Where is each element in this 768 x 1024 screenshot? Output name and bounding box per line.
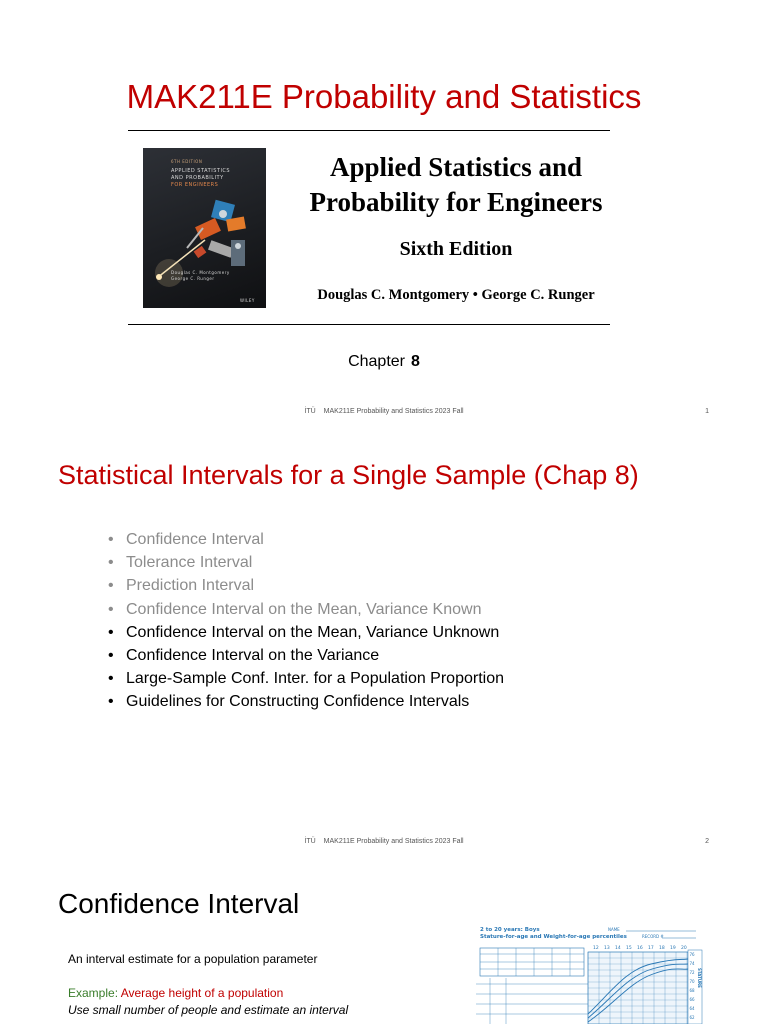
book-authors: Douglas C. Montgomery • George C. Runger: [317, 287, 595, 303]
chart-name-label: NAME: [608, 927, 620, 932]
slide-footer: [0, 838, 768, 845]
chart-right-tick: 74: [689, 961, 695, 966]
book-title: [282, 150, 630, 220]
chapter-number: 8: [411, 353, 420, 370]
cover-author: Douglas C. Montgomery: [171, 270, 230, 275]
slide-2: [0, 430, 768, 860]
chart-age-ticks: [593, 945, 687, 951]
book-cover-image: [143, 148, 266, 308]
chart-age-tick: 14: [615, 946, 621, 951]
slide-1: [0, 0, 768, 430]
example-note: Use small number of people and estimate an interval: [68, 1003, 349, 1017]
topic-list-item: • Confidence Interval on the Mean, Variance Unknown: [108, 621, 504, 644]
example-text: Average height of a population: [120, 986, 284, 1000]
topic-list-item: • Tolerance Interval: [108, 551, 504, 574]
chart-heading: 2 to 20 years: Boys: [480, 927, 540, 933]
chart-age-tick: 16: [637, 946, 643, 951]
topic-list-item: • Confidence Interval on the Mean, Variance Known: [108, 598, 504, 621]
chart-right-tick: 68: [689, 988, 695, 993]
topic-list-item: • Guidelines for Constructing Confidence Intervals: [108, 690, 504, 713]
footer-institution: İTÜ: [304, 408, 316, 415]
cover-title-line: AND PROBABILITY: [171, 175, 224, 181]
chart-side-label: STATURE: [697, 968, 702, 988]
chart-right-tick: 76: [689, 952, 695, 957]
topic-list: [108, 528, 504, 714]
chart-right-tick: 72: [689, 970, 695, 975]
footer-course: MAK211E Probability and Statistics 2023 Fall: [323, 838, 464, 845]
chart-right-tick: 70: [689, 979, 695, 984]
example-line: Example: Average height of a population: [68, 986, 284, 1000]
example-label: Example: [68, 986, 115, 1000]
chart-age-tick: 18: [659, 946, 665, 951]
chart-subheading: Stature-for-age and Weight-for-age percentiles: [480, 934, 627, 940]
footer-course: MAK211E Probability and Statistics 2023 Fall: [323, 408, 464, 415]
divider-top: [128, 130, 610, 131]
cover-title-line: FOR ENGINEERS: [171, 182, 219, 188]
chart-age-tick: 12: [593, 946, 599, 951]
cover-title-line: APPLIED STATISTICS: [171, 168, 231, 174]
chart-age-tick: 19: [670, 946, 676, 951]
slide-title: Confidence Interval: [58, 888, 300, 919]
growth-chart-graphic: [476, 922, 704, 1024]
cover-publisher: WILEY: [240, 298, 255, 303]
book-title-line: Probability for Engineers: [309, 187, 603, 217]
slide-title: Statistical Intervals for a Single Sample (Chap 8): [58, 460, 639, 490]
book-edition: Sixth Edition: [399, 238, 513, 260]
cover-edition: 6TH EDITION: [171, 159, 203, 164]
definition-text: An interval estimate for a population parameter: [68, 952, 318, 966]
slide-3: [0, 860, 768, 1024]
topic-list-item: • Large-Sample Conf. Inter. for a Population Proportion: [108, 667, 504, 690]
page-number: 2: [705, 838, 709, 845]
slide-title: MAK211E Probability and Statistics: [126, 78, 642, 115]
topic-list-item: • Prediction Interval: [108, 574, 504, 597]
book-title-line: Applied Statistics and: [329, 152, 583, 182]
topic-list-item: • Confidence Interval: [108, 528, 504, 551]
chapter-text: Chapter: [348, 353, 405, 370]
chart-age-tick: 17: [648, 946, 654, 951]
slide-footer: [0, 408, 768, 415]
chart-age-tick: 20: [681, 946, 687, 951]
chart-right-tick: 62: [689, 1015, 695, 1020]
footer-institution: İTÜ: [304, 838, 316, 845]
cover-author: George C. Runger: [171, 276, 215, 281]
topic-list-item: • Confidence Interval on the Variance: [108, 644, 504, 667]
chart-right-tick: 66: [689, 997, 695, 1002]
chart-age-tick: 13: [604, 946, 610, 951]
chart-right-tick: 64: [689, 1006, 695, 1011]
chart-age-tick: 15: [626, 946, 632, 951]
divider-bottom: [128, 324, 610, 325]
growth-chart-image: [476, 922, 704, 1024]
page-number: 1: [705, 408, 709, 415]
chapter-label: [0, 353, 768, 371]
chart-record-label: RECORD #: [642, 934, 664, 939]
